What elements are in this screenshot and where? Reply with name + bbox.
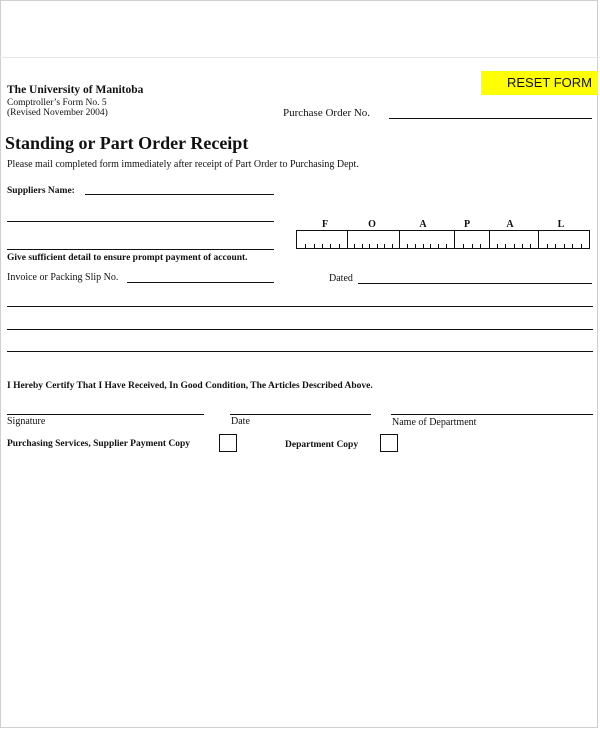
foapal-tick: [446, 244, 447, 248]
foapal-tick: [547, 244, 548, 248]
foapal-tick: [339, 244, 340, 248]
foapal-tick: [530, 244, 531, 248]
detail-note: Give sufficient detail to ensure prompt payment of account.: [7, 253, 248, 263]
foapal-letter-l: L: [557, 219, 565, 230]
dated-field[interactable]: [358, 283, 592, 284]
foapal-tick: [423, 244, 424, 248]
foapal-tick: [472, 244, 473, 248]
foapal-divider: [454, 231, 455, 248]
instruction-text: Please mail completed form immediately after receipt of Part Order to Purchasing Dept.: [7, 159, 359, 170]
top-divider: [0, 57, 600, 58]
department-copy-label: Department Copy: [285, 440, 359, 450]
foapal-tick: [354, 244, 355, 248]
suppliers-name-field-2[interactable]: [7, 221, 274, 222]
foapal-tick: [377, 244, 378, 248]
foapal-code-field[interactable]: [296, 230, 590, 249]
foapal-tick: [384, 244, 385, 248]
foapal-divider: [399, 231, 400, 248]
foapal-divider: [347, 231, 348, 248]
dated-label: Dated: [329, 273, 353, 284]
foapal-tick: [392, 244, 393, 248]
supplier-payment-copy-label: Purchasing Services, Supplier Payment Copy: [7, 439, 191, 449]
suppliers-name-label: Suppliers Name:: [7, 186, 75, 196]
date-field[interactable]: [230, 414, 371, 415]
invoice-label: Invoice or Packing Slip No.: [7, 272, 119, 283]
foapal-tick: [514, 244, 515, 248]
reset-form-button[interactable]: RESET FORM: [481, 71, 598, 95]
foapal-tick: [415, 244, 416, 248]
foapal-tick: [581, 244, 582, 248]
foapal-tick: [314, 244, 315, 248]
description-line-1[interactable]: [7, 306, 593, 307]
foapal-tick: [497, 244, 498, 248]
foapal-letter-f: F: [321, 219, 329, 230]
date-label: Date: [231, 416, 250, 427]
foapal-letter-a: A: [419, 219, 427, 230]
foapal-tick: [369, 244, 370, 248]
form-title: Standing or Part Order Receipt: [5, 133, 249, 153]
foapal-tick: [572, 244, 573, 248]
signature-label: Signature: [7, 416, 46, 427]
foapal-tick: [463, 244, 464, 248]
foapal-tick: [322, 244, 323, 248]
foapal-tick: [438, 244, 439, 248]
certify-statement: I Hereby Certify That I Have Received, In Good Condition, The Articles Described Above.: [7, 381, 373, 391]
foapal-tick: [430, 244, 431, 248]
supplier-payment-copy-checkbox[interactable]: [219, 434, 237, 452]
department-copy-checkbox[interactable]: [380, 434, 398, 452]
foapal-tick: [522, 244, 523, 248]
foapal-tick: [407, 244, 408, 248]
description-line-3[interactable]: [7, 351, 593, 352]
department-field[interactable]: [391, 414, 593, 415]
description-line-2[interactable]: [7, 329, 593, 330]
foapal-letter-p: P: [463, 219, 471, 230]
foapal-tick: [564, 244, 565, 248]
foapal-divider: [489, 231, 490, 248]
signature-field[interactable]: [7, 414, 204, 415]
foapal-tick: [305, 244, 306, 248]
foapal-tick: [362, 244, 363, 248]
purchase-order-label: Purchase Order No.: [283, 107, 371, 119]
foapal-divider: [538, 231, 539, 248]
foapal-tick: [505, 244, 506, 248]
purchase-order-field[interactable]: [389, 118, 592, 119]
suppliers-name-field-3[interactable]: [7, 249, 274, 250]
foapal-tick: [480, 244, 481, 248]
department-label: Name of Department: [392, 417, 477, 428]
invoice-field[interactable]: [127, 282, 274, 283]
foapal-letter-o: O: [368, 219, 376, 230]
university-name: The University of Manitoba: [7, 84, 144, 96]
foapal-letter-a2: A: [506, 219, 514, 230]
form-number: Comptroller’s Form No. 5: [7, 98, 107, 108]
revised-date: (Revised November 2004): [7, 108, 108, 118]
suppliers-name-field[interactable]: [85, 194, 274, 195]
foapal-tick: [330, 244, 331, 248]
foapal-tick: [555, 244, 556, 248]
